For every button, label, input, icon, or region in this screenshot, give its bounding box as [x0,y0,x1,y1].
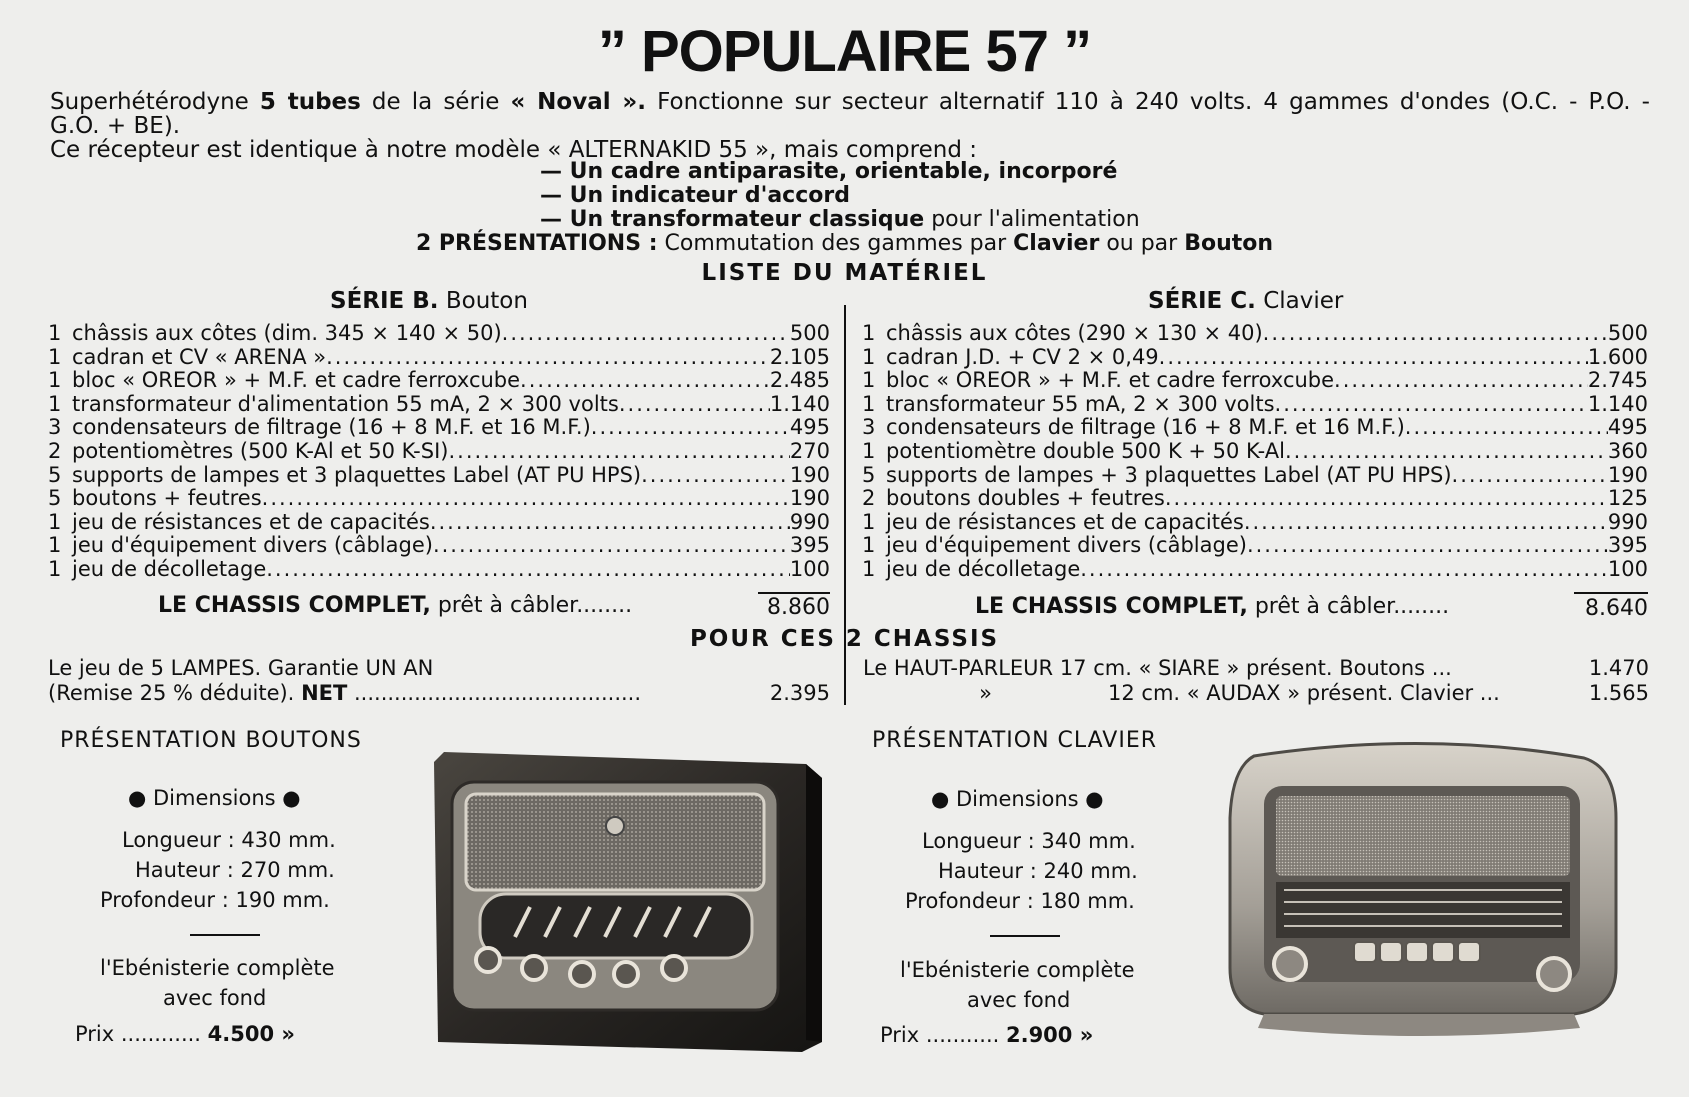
leader-dots [1159,346,1588,370]
radio-clavier-image [1224,738,1624,1044]
parts-row [862,346,1648,370]
parts-price: 1.140 [769,391,830,416]
parts-label: jeu de résistances et de capacités [886,509,1244,534]
parts-qty: 1 [862,556,876,581]
parts-row [48,534,830,558]
parts-row [862,416,1648,440]
parts-price: 1.600 [1587,344,1648,369]
parts-label: bloc « OREOR » + M.F. et cadre ferroxcube [886,368,1335,393]
leader-dots [1334,369,1588,393]
parts-price: 495 [789,415,830,440]
serie-c-parts-list [862,322,1648,582]
radio-boutons-image [430,742,826,1054]
intro-text [50,90,1650,162]
parts-row [48,511,830,535]
parts-qty: 1 [862,533,876,558]
parts-label: potentiomètres (500 K-Al et 50 K-SI) [72,438,449,463]
parts-row [862,440,1648,464]
parts-row [48,346,830,370]
parts-qty: 3 [48,415,62,440]
leader-dots [1165,487,1608,511]
leader-dots [520,369,770,393]
intro-line-2: G.O. + BE). [50,113,181,139]
haut-parleur-offer: Le HAUT-PARLEUR 17 cm. « SIARE » présent. Boutons ... 1.470 » 12 cm. « AUDAX » présent. Clavier ... 1.565 [863,656,1649,705]
parts-qty: 2 [48,438,62,463]
parts-row [862,511,1648,535]
parts-row [48,487,830,511]
parts-price: 100 [1607,556,1648,581]
leader-dots [1405,416,1608,440]
parts-row [862,487,1648,511]
serie-b-total: LE CHASSIS COMPLET, prêt à câbler........ 8.860 [158,593,830,620]
feature-item: — Un indicateur d'accord [540,183,850,208]
parts-price: 190 [789,486,830,511]
parts-qty: 1 [862,391,876,416]
parts-price: 395 [1607,533,1648,558]
catalog-page: ” POPULAIRE 57 ” Superhétérodyne 5 tubes de la série « Noval ». Fonctionne sur secteur alternatif 110 à 240 volts. 4 gammes d'ondes (O.C. - P.O. - G.O. + BE). Ce récepteur est identique à notre modèle « ALTERNAKID 55 », mais comprend : — Un cadre antiparasite, orientable, incorporé — Un indicateur d'accord — Un transformateur classique pour l'alimentation 2 PRÉSENTATIONS : Commutation des gammes par Clavier ou par Bouton LISTE DU MATÉRIEL SÉRIE B. Bouton SÉRIE C. Clavier 1 châssis aux côtes (dim. 345 × 140 × 50) ..... 500 1 cadran et CV « ARENA » ..... 2.105 1 bloc « OREOR » + M.F. et cadre ferroxcube ..... 2.485 1 transformateur d'alimentation 55 mA, 2 × 300 volts ..... 1.140 3 condensateurs de filtrage (16 + 8 M.F. et 16 M.F.) ..... 495 2 potentiomètres (500 K-Al et 50 K-SI) ..... 270 5 supports de lampes et 3 plaquettes Label (AT PU HPS) ..... 190 5 boutons + feutres ..... 190 1 jeu de résistances et de capacités ..... 990 1 jeu d'équipement divers (câblage) ..... 395 1 jeu de décolletage ..... 100 1 châssis aux côtes (290 × 130 × 40) ..... 500 1 cadran J.D. + CV 2 × 0,49 ..... 1.600 1 bloc « OREOR » + M.F. et cadre ferroxcube ..... 2.745 1 transformateur 55 mA, 2 × 300 volts ..... 1.140 3 condensateurs de filtrage (16 + 8 M.F. et 16 M.F.) ..... 495 1 potentiomètre double 500 K + 50 K-Al ..... 360 5 supports de lampes + 3 plaquettes Label (AT PU HPS) ..... 190 2 boutons doubles + feutres ..... 125 1 jeu de résistances et de capacités ..... 990 1 jeu d'équipement divers (câblage) ..... 395 1 jeu de décolletage ..... 100 LE CHASSIS COMPLET, prêt à câbler........ 8.860 LE CHASSIS COMPLET, prêt à câbler........ 8.640 POUR CES 2 CHASSIS Le jeu de 5 LAMPES. Garantie UN AN (Remise 25 % déduite). NET ........................................... 2.395 Le HAUT-PARLEUR 17 cm. « SIARE » présent. Boutons ... 1.470 » 12 cm. « AUDAX » présent. Clavier ... 1.565 PRÉSENTATION BOUTONS ● Dimensions ● Longueur : 430 mm. Hauteur : 270 mm. Profondeur : 190 mm. l'Ebénisterie complète avec fond Prix ............ 4.500 » PRÉSENTATION CLAVIER ● Dimensions ● Longueur : 340 mm. Hauteur : 240 mm. Profondeur : 180 mm. l'Ebénisterie complète avec fond Prix ........... 2.900 » [0,0,1689,1097]
leader-dots [433,534,790,558]
intro-line-1: Superhétérodyne 5 tubes de la série « Noval ». Fonctionne sur secteur alternatif 110 à 240 volts. 4 gammes d'ondes (O.C. - P.O. - [50,89,1650,115]
parts-label: jeu d'équipement divers (câblage) [72,533,433,558]
leader-dots [1452,464,1608,488]
parts-row [862,322,1648,346]
pour-ces-chassis-heading: POUR CES 2 CHASSIS [689,626,1000,652]
presentation-clavier-title: PRÉSENTATION CLAVIER [872,728,1158,753]
parts-label: cadran J.D. + CV 2 × 0,49 [886,344,1159,369]
list-title: LISTE DU MATÉRIEL [701,260,988,286]
parts-row [862,534,1648,558]
parts-price: 990 [789,509,830,534]
parts-price: 2.745 [1587,368,1648,393]
parts-price: 500 [789,321,830,345]
parts-label: boutons + feutres [72,486,262,511]
serie-b-parts-list [48,322,830,582]
clavier-price: Prix ........... 2.900 » [880,1023,1094,1047]
parts-qty: 2 [862,486,876,511]
parts-label: châssis aux côtes (290 × 130 × 40) [886,321,1263,345]
parts-label: jeu de décolletage [886,556,1081,581]
parts-row [862,464,1648,488]
parts-price: 500 [1607,321,1648,345]
intro-line-3: Ce récepteur est identique à notre modèle « ALTERNAKID 55 », mais comprend : [50,137,977,163]
parts-qty: 1 [48,344,62,369]
leader-dots [1263,322,1608,346]
feature-item: — Un cadre antiparasite, orientable, incorporé [540,159,1118,184]
parts-qty: 1 [48,509,62,534]
parts-qty: 1 [862,438,876,463]
parts-price: 990 [1607,509,1648,534]
parts-qty: 1 [48,391,62,416]
leader-dots [326,346,770,370]
parts-price: 360 [1607,438,1648,463]
presentation-boutons-title: PRÉSENTATION BOUTONS [60,728,362,753]
parts-qty: 1 [48,533,62,558]
parts-price: 395 [789,533,830,558]
parts-label: jeu de résistances et de capacités [72,509,430,534]
leader-dots [262,487,790,511]
presentations-line: 2 PRÉSENTATIONS : Commutation des gammes par Clavier ou par Bouton [415,231,1274,256]
parts-row [862,558,1648,582]
parts-row [48,440,830,464]
parts-qty: 1 [862,509,876,534]
leader-dots [430,511,790,535]
feature-item: — Un transformateur classique pour l'alimentation [540,207,1140,232]
boutons-price: Prix ............ 4.500 » [75,1022,295,1046]
separator [990,935,1060,937]
parts-qty: 1 [862,321,876,345]
page-title: ” POPULAIRE 57 ” [597,19,1092,84]
leader-dots [1247,534,1608,558]
parts-row [862,369,1648,393]
parts-qty: 1 [48,321,62,345]
serie-c-heading: SÉRIE C. Clavier [1148,288,1344,314]
parts-price: 1.140 [1587,391,1648,416]
parts-price: 125 [1607,486,1648,511]
hp-audax-price: 1.565 [1588,681,1649,705]
parts-label: potentiomètre double 500 K + 50 K-Al [886,438,1285,463]
parts-qty: 5 [48,462,62,487]
parts-row [862,393,1648,417]
leader-dots [1080,558,1608,582]
leader-dots [502,322,790,346]
parts-qty: 1 [862,344,876,369]
parts-label: transformateur d'alimentation 55 mA, 2 × 300 volts [72,391,619,416]
leader-dots [1285,440,1608,464]
leader-dots [641,464,790,488]
parts-label: condensateurs de filtrage (16 + 8 M.F. et 16 M.F.) [72,415,591,440]
parts-label: bloc « OREOR » + M.F. et cadre ferroxcube [72,368,521,393]
parts-label: jeu d'équipement divers (câblage) [886,533,1247,558]
parts-row [48,393,830,417]
parts-label: supports de lampes + 3 plaquettes Label (AT PU HPS) [886,462,1452,487]
parts-row [48,464,830,488]
parts-row [48,416,830,440]
leader-dots [1275,393,1588,417]
parts-qty: 5 [48,486,62,511]
parts-price: 100 [789,556,830,581]
parts-qty: 1 [48,556,62,581]
parts-price: 2.105 [769,344,830,369]
features-list [540,160,1140,232]
parts-qty: 1 [862,368,876,393]
parts-qty: 3 [862,415,876,440]
leader-dots [619,393,770,417]
parts-label: boutons doubles + feutres [886,486,1165,511]
leader-dots [1244,511,1608,535]
parts-qty: 1 [48,368,62,393]
serie-c-total: LE CHASSIS COMPLET, prêt à câbler........ 8.640 [975,594,1648,621]
parts-label: transformateur 55 mA, 2 × 300 volts [886,391,1275,416]
lampes-offer: Le jeu de 5 LAMPES. Garantie UN AN (Remise 25 % déduite). NET ........................................... 2.395 [48,656,830,705]
lampes-price: 2.395 [769,681,830,705]
parts-row [48,369,830,393]
serie-b-heading: SÉRIE B. Bouton [330,288,528,314]
leader-dots [266,558,790,582]
separator [190,934,260,936]
serie-c-total-price: 8.640 [1585,596,1648,621]
parts-label: cadran et CV « ARENA » [72,344,327,369]
leader-dots [448,440,789,464]
parts-label: châssis aux côtes (dim. 345 × 140 × 50) [72,321,502,345]
parts-qty: 5 [862,462,876,487]
parts-row [48,558,830,582]
parts-label: condensateurs de filtrage (16 + 8 M.F. et 16 M.F.) [886,415,1405,440]
parts-price: 190 [789,462,830,487]
parts-row [48,322,830,346]
parts-price: 2.485 [769,368,830,393]
hp-siare-price: 1.470 [1588,656,1649,680]
parts-price: 190 [1607,462,1648,487]
parts-label: jeu de décolletage [72,556,267,581]
parts-price: 495 [1607,415,1648,440]
parts-label: supports de lampes et 3 plaquettes Label (AT PU HPS) [72,462,642,487]
parts-price: 270 [789,438,830,463]
serie-b-total-price: 8.860 [767,595,830,620]
leader-dots [591,416,790,440]
